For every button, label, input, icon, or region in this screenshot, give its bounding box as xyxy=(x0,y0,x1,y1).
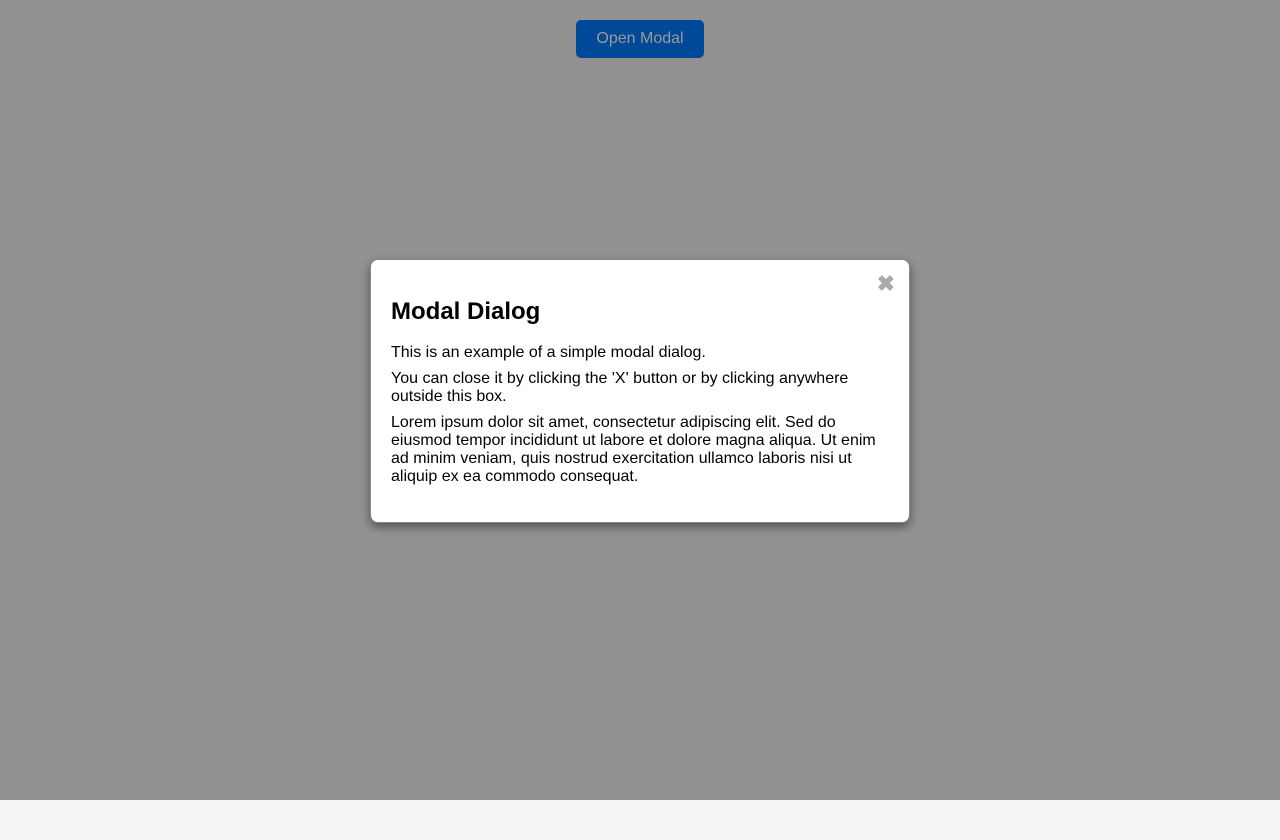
open-modal-button[interactable]: Open Modal xyxy=(576,20,704,58)
close-icon[interactable]: ✖ xyxy=(876,271,895,296)
modal-dialog xyxy=(370,259,910,523)
modal-text: This is an example of a simple modal dialog. xyxy=(391,344,706,361)
modal-title: Modal Dialog xyxy=(391,298,541,325)
modal-text: Lorem ipsum dolor sit amet, consectetur adipiscing elit. Sed do eiusmod tempor incididunt ut labore et dolore magna aliqua. Ut enim ad minim veniam, quis nostrud exercitation ullamco laboris nisi ut aliquip ex ea commodo consequat. xyxy=(391,414,876,485)
modal-text: You can close it by clicking the 'X' button or by clicking anywhere outside this box. xyxy=(391,370,849,405)
